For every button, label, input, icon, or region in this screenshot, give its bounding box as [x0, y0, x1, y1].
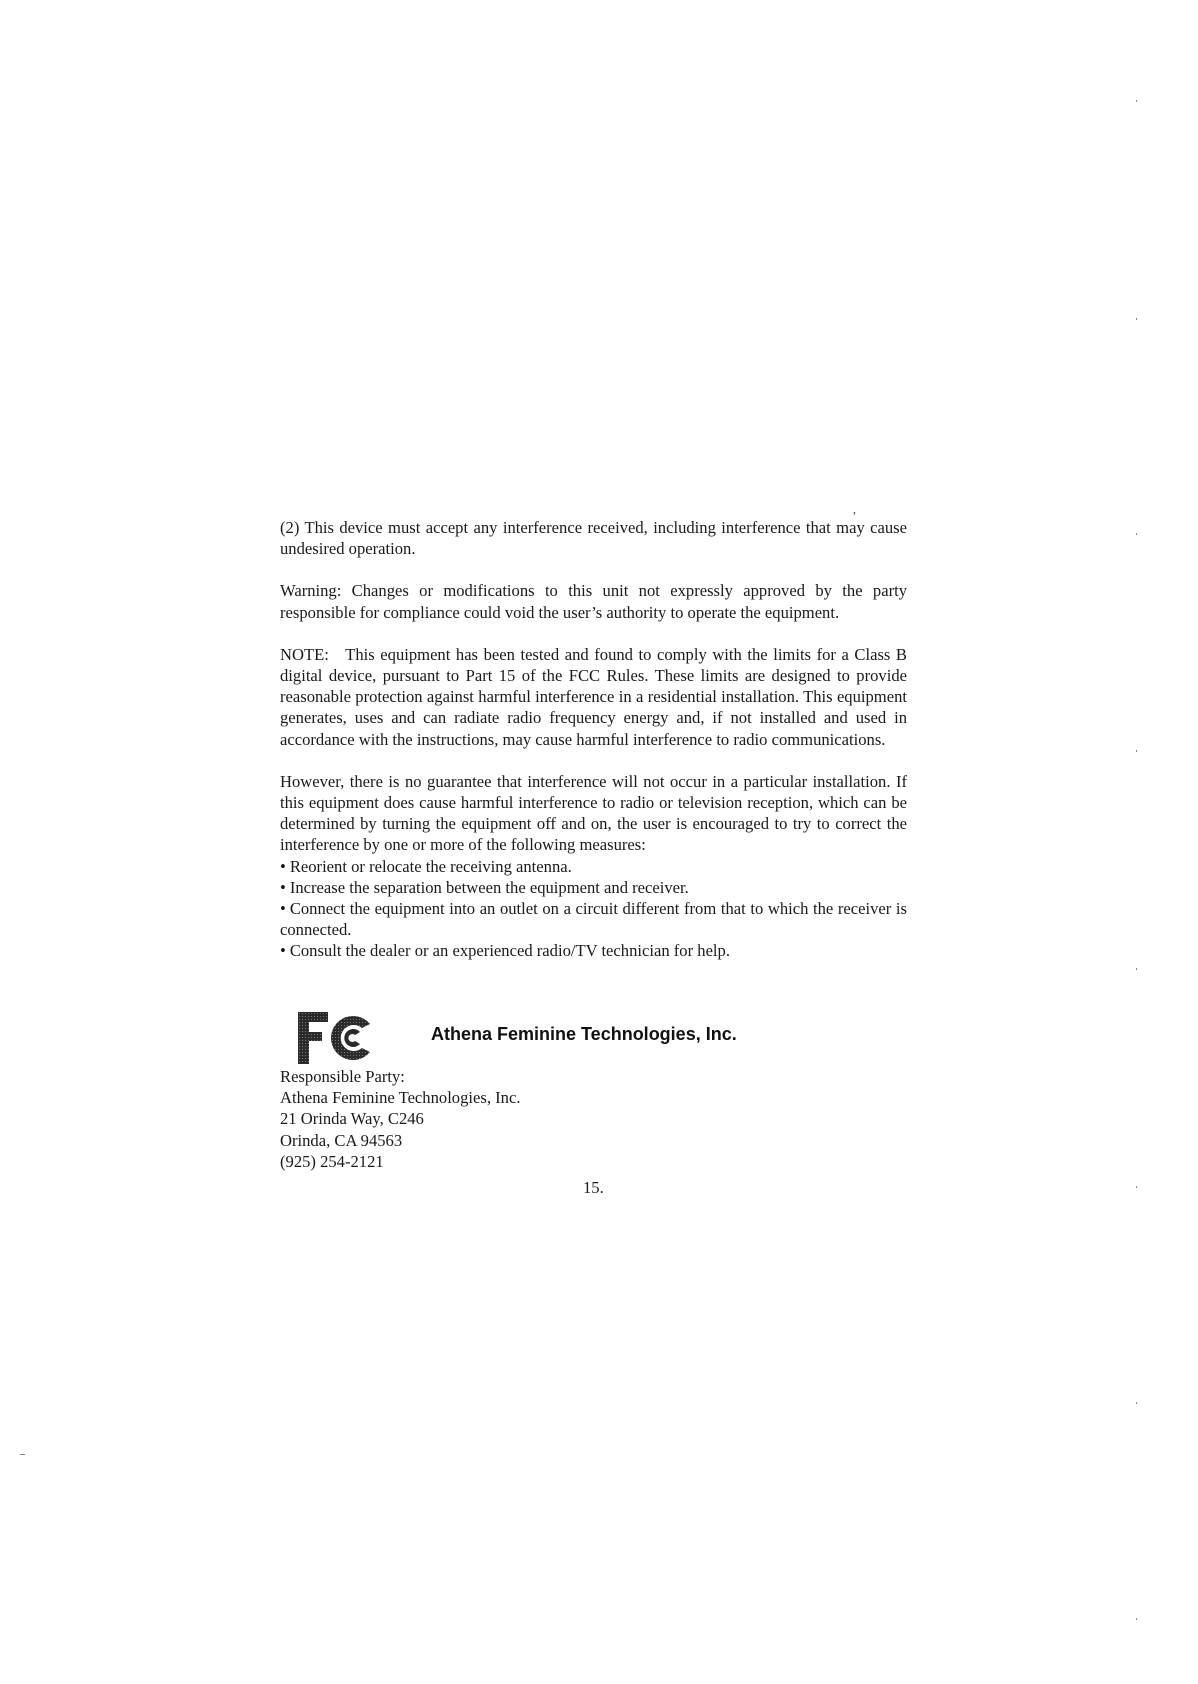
page-number: 15.	[583, 1178, 604, 1197]
list-item-text: Consult the dealer or an experienced radio/TV technician for help.	[289, 941, 730, 961]
fcc-logo-icon	[296, 1010, 376, 1066]
scan-speck	[1136, 100, 1137, 102]
fcc-statement	[280, 517, 907, 962]
phone-number: (925) 254-2121	[280, 1151, 384, 1171]
bullet-icon: •	[280, 877, 286, 897]
city-state-zip: Orinda, CA 94563	[280, 1130, 403, 1150]
scan-speck	[1136, 1618, 1137, 1620]
scan-speck	[1136, 1186, 1137, 1188]
list-item	[280, 877, 907, 898]
fcc-logo-row	[296, 1010, 916, 1068]
measures-list	[280, 856, 907, 962]
responsible-party-heading: Responsible Party:	[280, 1067, 405, 1086]
scan-speck	[1136, 318, 1137, 320]
list-item	[280, 940, 907, 961]
scan-artifact-comma: ,	[853, 502, 856, 516]
list-item-text: Connect the equipment into an outlet on a circuit different from that to which the receiver is connected.	[280, 899, 907, 940]
scan-speck	[1136, 533, 1137, 535]
responsible-party-address	[280, 1066, 520, 1172]
scan-speck	[1136, 968, 1137, 970]
scan-speck	[1136, 1402, 1137, 1404]
bullet-icon: •	[280, 856, 286, 876]
street-address: 21 Orinda Way, C246	[280, 1109, 424, 1129]
paragraph-note: NOTE: This equipment has been tested and found to comply with the limits for a Class B digital device, pursuant to Part 15 of the FCC Rules. These limits are designed to provide reasonable protection against harmful interference in a residential installation. This equipment generates, uses and can radiate radio frequency energy and, if not installed and used in accordance with the instructions, may cause harmful interference to radio communications.	[280, 644, 907, 749]
scan-speck	[20, 1454, 25, 1455]
bullet-icon: •	[280, 941, 286, 961]
scan-speck	[1136, 750, 1137, 752]
party-name: Athena Feminine Technologies, Inc.	[280, 1088, 521, 1108]
company-name-heading: Athena Feminine Technologies, Inc.	[431, 1024, 737, 1044]
paragraph-however: However, there is no guarantee that interference will not occur in a particular installation. If this equipment does cause harmful interference to radio or television reception, which can be determined by turning the equipment off and on, the user is encouraged to try to correct the interference by one or more of the following measures:	[280, 771, 907, 855]
bullet-icon: •	[280, 899, 286, 919]
paragraph-device-interference: (2) This device must accept any interference received, including interference that may cause undesired operation.	[280, 518, 907, 559]
list-item	[280, 856, 907, 877]
list-item	[280, 898, 907, 940]
list-item-text: Increase the separation between the equipment and receiver.	[289, 877, 689, 897]
list-item-text: Reorient or relocate the receiving antenna.	[289, 856, 572, 876]
paragraph-warning: Warning: Changes or modifications to this unit not expressly approved by the party responsible for compliance could void the user’s authority to operate the equipment.	[280, 581, 907, 622]
